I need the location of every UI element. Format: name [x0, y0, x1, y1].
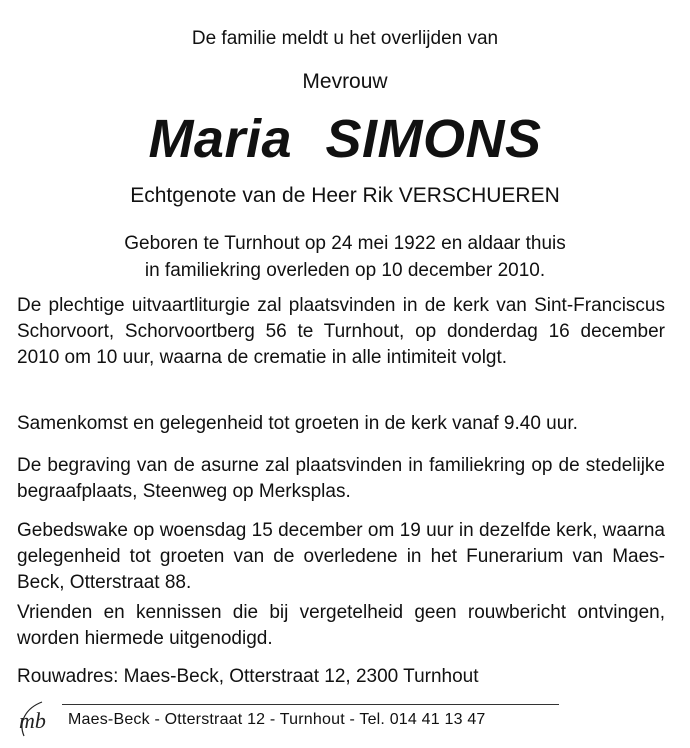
birth-death-details [0, 230, 690, 284]
funeral-service-paragraph: De plechtige uitvaartliturgie zal plaatsvinden in de kerk van Sint-Franciscus Schorvoort, Schorvoortberg 56 te Turnhout, op donderdag 16 december 2010 om 10 uur, waarna de crematie in alle intimiteit volgt. [17, 295, 665, 368]
birth-line-2: in familiekring overleden op 10 december 2010. [144, 260, 546, 281]
first-name: Maria [148, 109, 293, 169]
funeral-home-logo [12, 698, 60, 740]
salutation: Mevrouw [302, 70, 388, 93]
vigil-paragraph: Gebedswake op woensdag 15 december om 19 uur in dezelfde kerk, waarna gelegenheid tot groeten van de overledene in het Funerarium van Maes-Beck, Otterstraat 88. [17, 520, 665, 593]
invitation-paragraph: Vrienden en kennissen die bij vergetelheid geen rouwbericht ontvingen, worden hiermede uitgenodigd. [17, 602, 665, 649]
gathering-paragraph: Samenkomst en gelegenheid tot groeten in de kerk vanaf 9.40 uur. [17, 413, 578, 434]
logo-monogram: mb [19, 708, 46, 733]
deceased-name [0, 108, 690, 170]
spouse-line: Echtgenote van de Heer Rik VERSCHUEREN [130, 184, 560, 207]
footer-contact: Maes-Beck - Otterstraat 12 - Turnhout - Tel. 014 41 13 47 [68, 711, 486, 728]
last-name: SIMONS [325, 109, 542, 169]
mourning-address: Rouwadres: Maes-Beck, Otterstraat 12, 2300 Turnhout [17, 666, 479, 687]
burial-paragraph: De begraving van de asurne zal plaatsvinden in familiekring op de stedelijke begraafplaats, Steenweg op Merksplas. [17, 455, 665, 502]
footer-divider [62, 704, 559, 705]
birth-line-1: Geboren te Turnhout op 24 mei 1922 en aldaar thuis [124, 233, 566, 254]
intro-text: De familie meldt u het overlijden van [191, 28, 499, 49]
